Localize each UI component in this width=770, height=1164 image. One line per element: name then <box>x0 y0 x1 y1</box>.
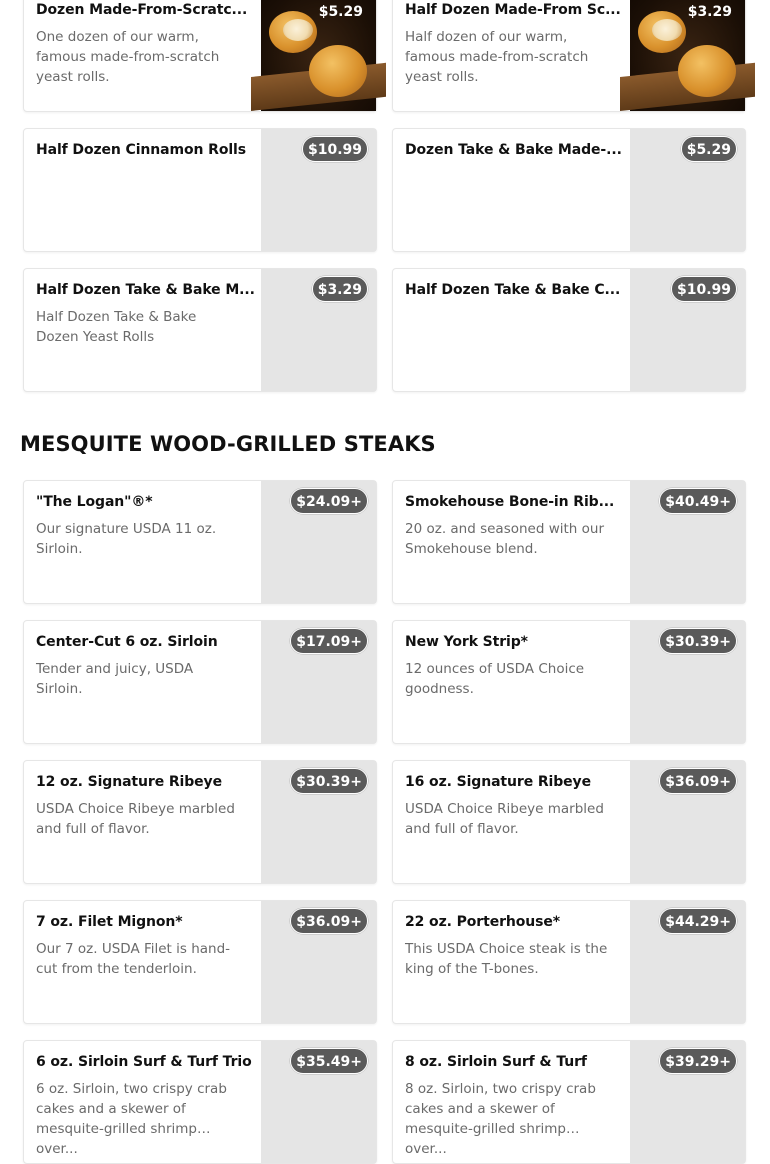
item-description: USDA Choice Ribeye marbled and full of flavor. <box>405 801 604 837</box>
price-badge: $36.09+ <box>290 908 368 934</box>
menu-item-card[interactable] <box>23 0 377 112</box>
item-description: 12 ounces of USDA Choice goodness. <box>405 661 585 697</box>
menu-item-card[interactable] <box>392 1040 746 1164</box>
menu-item-card[interactable] <box>392 268 746 392</box>
menu-item-card[interactable] <box>23 900 377 1024</box>
item-name: Half Dozen Cinnamon Rolls <box>36 142 246 158</box>
menu-item-card[interactable] <box>23 128 377 252</box>
menu-item-card[interactable] <box>392 0 746 112</box>
price-badge: $24.09+ <box>290 488 368 514</box>
item-name: 12 oz. Signature Ribeye <box>36 774 222 790</box>
menu-item-card[interactable] <box>23 480 377 604</box>
price-badge: $3.29 <box>687 4 732 20</box>
item-name: 8 oz. Sirloin Surf & Turf <box>405 1054 587 1070</box>
item-name: 22 oz. Porterhouse* <box>405 914 560 930</box>
item-name: 6 oz. Sirloin Surf & Turf Trio <box>36 1054 252 1070</box>
price-badge: $40.49+ <box>659 488 737 514</box>
item-name: Dozen Take & Bake Made-... <box>405 142 622 158</box>
price-badge: $44.29+ <box>659 908 737 934</box>
price-badge: $36.09+ <box>659 768 737 794</box>
item-name: New York Strip* <box>405 634 528 650</box>
price-badge: $10.99 <box>302 136 368 162</box>
item-description: Tender and juicy, USDA Sirloin. <box>36 661 194 697</box>
item-description: Our signature USDA 11 oz. Sirloin. <box>36 521 217 557</box>
item-description: This USDA Choice steak is the king of the T-bones. <box>405 941 608 977</box>
price-badge: $30.39+ <box>659 628 737 654</box>
item-description: Half dozen of our warm, famous made-from-scratch yeast rolls. <box>405 29 589 85</box>
item-name: Half Dozen Take & Bake C... <box>405 282 621 298</box>
price-badge: $3.29 <box>312 276 368 302</box>
item-name: Half Dozen Take & Bake M... <box>36 282 255 298</box>
menu-item-card[interactable] <box>392 760 746 884</box>
item-description: 8 oz. Sirloin, two crispy crab cakes and a skewer of mesquite-grilled shrimp over... <box>405 1081 596 1157</box>
item-description: One dozen of our warm, famous made-from-scratch yeast rolls. <box>36 29 220 85</box>
menu-item-card[interactable] <box>23 760 377 884</box>
section-title-steaks: MESQUITE WOOD-GRILLED STEAKS <box>20 432 436 456</box>
price-badge: $30.39+ <box>290 768 368 794</box>
menu-item-card[interactable] <box>392 480 746 604</box>
item-description: 6 oz. Sirloin, two crispy crab cakes and a skewer of mesquite-grilled shrimp over... <box>36 1081 227 1157</box>
item-description: Our 7 oz. USDA Filet is hand-cut from the tenderloin. <box>36 941 231 977</box>
item-name: 16 oz. Signature Ribeye <box>405 774 591 790</box>
item-description: USDA Choice Ribeye marbled and full of flavor. <box>36 801 235 837</box>
menu-item-card[interactable] <box>392 620 746 744</box>
item-name: Smokehouse Bone-in Rib... <box>405 494 615 510</box>
item-name: 7 oz. Filet Mignon* <box>36 914 183 930</box>
menu-item-card[interactable] <box>23 620 377 744</box>
price-badge: $17.09+ <box>290 628 368 654</box>
price-badge: $39.29+ <box>659 1048 737 1074</box>
price-badge: $5.29 <box>318 4 363 20</box>
menu-item-card[interactable] <box>392 900 746 1024</box>
item-description: Half Dozen Take & Bake Dozen Yeast Rolls <box>36 309 197 345</box>
menu-item-card[interactable] <box>23 268 377 392</box>
price-badge: $35.49+ <box>290 1048 368 1074</box>
menu-item-card[interactable] <box>392 128 746 252</box>
price-badge: $10.99 <box>671 276 737 302</box>
menu-item-card[interactable] <box>23 1040 377 1164</box>
item-name: Half Dozen Made-From Sc... <box>405 2 621 18</box>
price-badge: $5.29 <box>681 136 737 162</box>
item-name: Dozen Made-From-Scratc... <box>36 2 248 18</box>
item-name: Center-Cut 6 oz. Sirloin <box>36 634 218 650</box>
item-description: 20 oz. and seasoned with our Smokehouse blend. <box>405 521 605 557</box>
item-name: "The Logan"®* <box>36 494 153 510</box>
